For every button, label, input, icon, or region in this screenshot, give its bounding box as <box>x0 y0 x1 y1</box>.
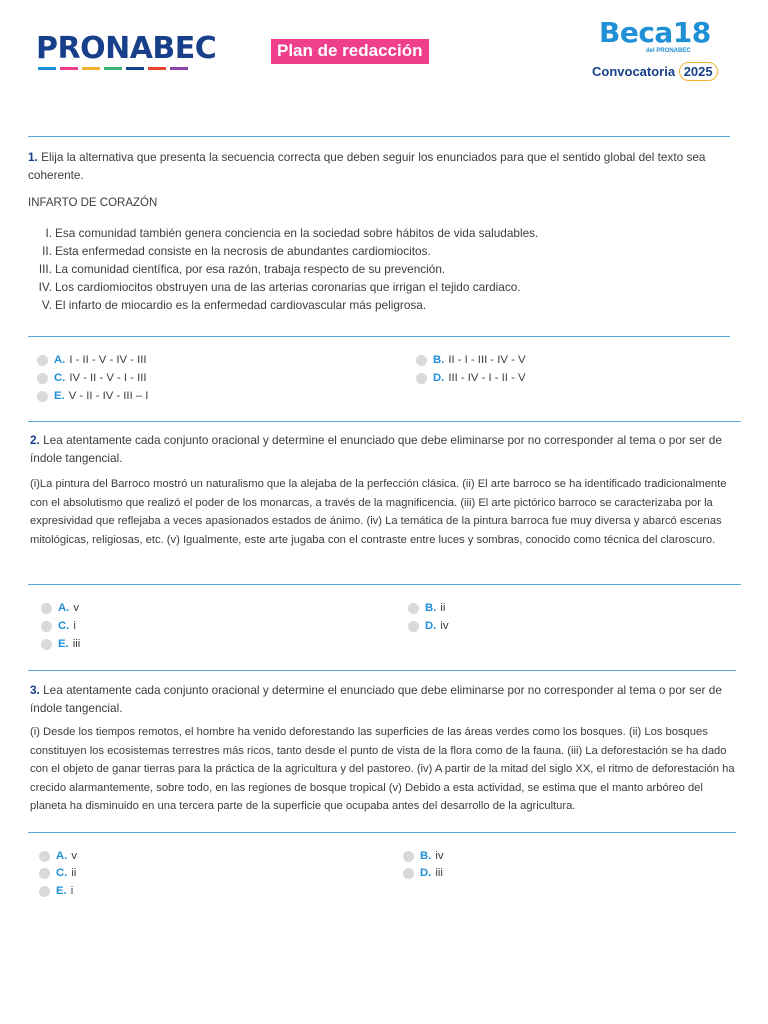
pronabec-logo <box>36 33 216 70</box>
divider <box>28 136 730 137</box>
option-c[interactable] <box>41 620 76 632</box>
option-letter: A. <box>56 850 68 862</box>
text-title: INFARTO DE CORAZÓN <box>28 197 158 209</box>
divider <box>28 336 730 337</box>
divider <box>28 421 741 422</box>
logo-stripes <box>38 67 216 70</box>
question-1-prompt <box>28 148 730 184</box>
option-letter: E. <box>54 390 65 402</box>
statement-3 <box>26 262 445 276</box>
radio-button[interactable] <box>403 851 414 862</box>
question-text: Elija la alternativa que presenta la secuencia correcta que deben seguir los enunciados para que el sentido global del texto sea coherente. <box>28 150 706 182</box>
pronabec-wordmark: PRONABEC <box>36 31 217 66</box>
option-letter: D. <box>425 620 437 632</box>
option-d[interactable] <box>408 620 448 632</box>
option-c[interactable] <box>37 372 147 384</box>
statement-text: Esa comunidad también genera conciencia en la sociedad sobre hábitos de vida saludables. <box>55 226 539 240</box>
radio-button[interactable] <box>39 886 50 897</box>
page-header <box>0 0 768 110</box>
question-number: 3. <box>30 683 40 697</box>
statement-roman: III. <box>38 262 52 276</box>
question-number: 1. <box>28 150 38 164</box>
statement-roman: IV. <box>38 280 52 294</box>
option-d[interactable] <box>403 867 443 879</box>
question-number: 2. <box>30 433 40 447</box>
option-text: I - II - V - IV - III <box>69 354 147 366</box>
option-b[interactable] <box>408 602 445 614</box>
plan-badge: Plan de redacción <box>271 39 429 64</box>
radio-button[interactable] <box>41 603 52 614</box>
radio-button[interactable] <box>408 621 419 632</box>
option-letter: A. <box>58 602 70 614</box>
convocatoria-label <box>592 62 724 81</box>
option-a[interactable] <box>39 850 77 862</box>
option-text: IV - II - V - I - III <box>69 372 147 384</box>
option-text: v <box>73 602 79 614</box>
logo-stripe <box>170 67 188 70</box>
radio-button[interactable] <box>403 868 414 879</box>
statement-text: El infarto de miocardio es la enfermedad cardiovascular más peligrosa. <box>55 298 427 312</box>
logo-stripe <box>38 67 56 70</box>
option-letter: C. <box>56 867 68 879</box>
question-2-prompt <box>30 431 736 467</box>
option-e[interactable] <box>39 885 73 897</box>
radio-button[interactable] <box>39 868 50 879</box>
option-letter: B. <box>433 354 445 366</box>
statement-roman: I. <box>45 226 52 240</box>
divider <box>28 832 736 833</box>
option-c[interactable] <box>39 867 76 879</box>
radio-button[interactable] <box>416 355 427 366</box>
option-letter: C. <box>54 372 66 384</box>
option-text: ii <box>71 867 77 879</box>
question-2-paragraph: (i)La pintura del Barroco mostró un naturalismo que la alejaba de la perfección clásica. (ii) El arte barroco se ha identificado tradicionalmente con el absolutismo que realizó el poder de los monarcas, a través de la magnificencia. (iii) El arte pictórico barroco se caracterizaba por la expresividad que reflejaba a veces apasionados estados de ánimo. (iv) La temática de la pintura barroca fue muy diversa y abarcó escenas mitológicas, religiosas, etc. (v) Igualmente, este arte jugaba con el contraste entre luces y sombras, conocido como técnica del claroscuro. <box>30 478 727 546</box>
option-text: iv <box>435 850 444 862</box>
option-b[interactable] <box>416 354 526 366</box>
option-e[interactable] <box>37 390 148 402</box>
statement-roman: II. <box>42 244 52 258</box>
radio-button[interactable] <box>41 621 52 632</box>
question-3-prompt <box>30 681 736 717</box>
option-text: iv <box>440 620 449 632</box>
option-text: II - I - III - IV - V <box>448 354 526 366</box>
divider <box>28 584 741 585</box>
option-a[interactable] <box>41 602 79 614</box>
radio-button[interactable] <box>37 391 48 402</box>
beca18-logo <box>592 16 724 81</box>
statement-text: La comunidad científica, por esa razón, trabaja respecto de su prevención. <box>55 262 446 276</box>
convocatoria-text: Convocatoria <box>592 64 676 79</box>
option-text: ii <box>440 602 446 614</box>
beca-del-pronabec: del PRONABEC <box>646 48 691 54</box>
option-text: v <box>71 850 77 862</box>
option-text: iii <box>72 638 81 650</box>
option-letter: B. <box>425 602 437 614</box>
option-text: i <box>70 885 74 897</box>
option-letter: A. <box>54 354 66 366</box>
option-d[interactable] <box>416 372 526 384</box>
radio-button[interactable] <box>41 639 52 650</box>
logo-stripe <box>60 67 78 70</box>
statement-text: Esta enfermedad consiste en la necrosis de abundantes cardiomiocitos. <box>55 244 431 258</box>
option-text: III - IV - I - II - V <box>448 372 526 384</box>
option-text: iii <box>435 867 443 879</box>
radio-button[interactable] <box>416 373 427 384</box>
logo-stripe <box>126 67 144 70</box>
statement-roman: V. <box>41 298 52 312</box>
statement-4 <box>26 280 521 294</box>
option-letter: E. <box>56 885 67 897</box>
option-a[interactable] <box>37 354 147 366</box>
question-text: Lea atentamente cada conjunto oracional y determine el enunciado que debe eliminarse por no corresponder al tema o por ser de índole tangencial. <box>30 683 722 715</box>
radio-button[interactable] <box>39 851 50 862</box>
statement-1 <box>26 226 538 240</box>
question-text: Lea atentamente cada conjunto oracional y determine el enunciado que debe eliminarse por no corresponder al tema o por ser de índole tangencial. <box>30 433 722 465</box>
radio-button[interactable] <box>37 355 48 366</box>
option-letter: D. <box>433 372 445 384</box>
radio-button[interactable] <box>408 603 419 614</box>
option-letter: C. <box>58 620 70 632</box>
logo-stripe <box>104 67 122 70</box>
option-letter: D. <box>420 867 432 879</box>
question-3-paragraph: (i) Desde los tiempos remotos, el hombre ha venido deforestando las superficies de las áreas verdes como los bosques. (ii) Los bosques constituyen los ecosistemas terrestres más ricos, tanto desde el punto de vista de la flora como de la fauna. (iii) La deforestación se ha dado con el objeto de ganar tierras para la práctica de la agricultura y del pastoreo. (iv) A partir de la mitad del siglo XX, el ritmo de deforestación ha crecido alarmantemente, sobre todo, en las regiones de bosque tropical (v) Debido a esta actividad, se estima que el manto arbóreo del planeta ha disminuido en una tercera parte de la superficie que ocupaba antes del desarrollo de la agricultura. <box>30 726 735 812</box>
convocatoria-year: 2025 <box>679 62 718 81</box>
statement-text: Los cardiomiocitos obstruyen una de las arterias coronarias que irrigan el tejido cardiaco. <box>55 280 521 294</box>
option-b[interactable] <box>403 850 443 862</box>
statement-5 <box>26 298 426 312</box>
option-letter: E. <box>58 638 69 650</box>
logo-stripe <box>82 67 100 70</box>
beca18-wordmark: Beca18 <box>599 16 711 49</box>
option-text: i <box>73 620 76 632</box>
divider <box>28 670 736 671</box>
statement-2 <box>26 244 431 258</box>
option-letter: B. <box>420 850 432 862</box>
radio-button[interactable] <box>37 373 48 384</box>
option-e[interactable] <box>41 638 80 650</box>
logo-stripe <box>148 67 166 70</box>
option-text: V - II - IV - III – I <box>68 390 149 402</box>
